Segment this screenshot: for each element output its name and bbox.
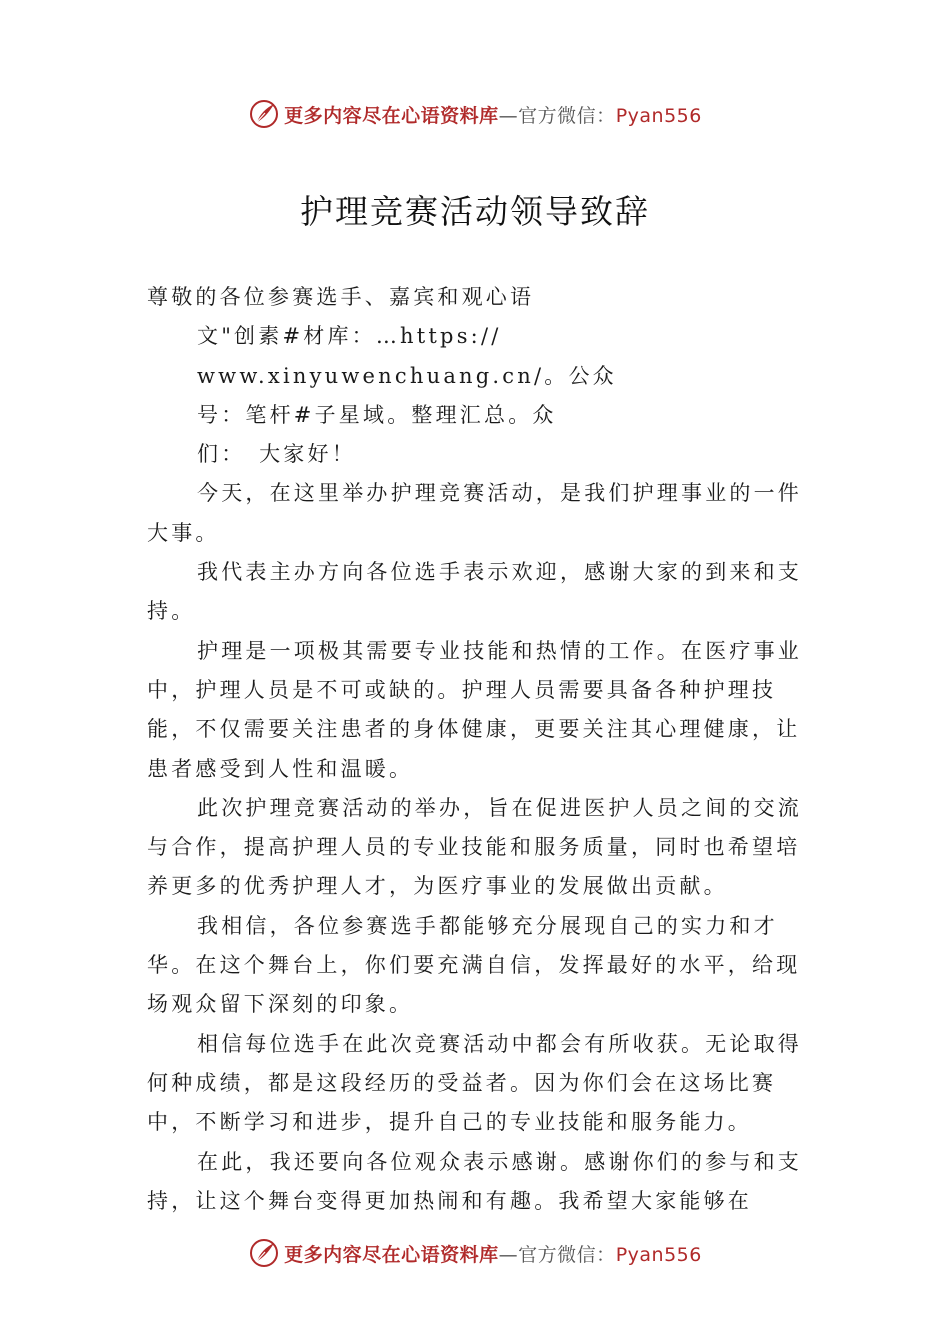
footer-banner — [0, 1233, 950, 1273]
watermark-block — [147, 317, 822, 474]
watermark-line: 文"创素#材库：…https:// — [197, 324, 502, 349]
banner-prefix: 更多内容尽在心语资料库 — [284, 1243, 499, 1266]
banner-wechat-id: Pyan556 — [615, 1243, 702, 1266]
banner-prefix: 更多内容尽在心语资料库 — [284, 104, 499, 127]
banner-wechat-label: 官方微信： — [518, 1243, 616, 1266]
paragraph: 相信每位选手在此次竞赛活动中都会有所收获。无论取得何种成绩，都是这段经历的受益者。因为你们会在这场比赛中，不断学习和进步，提升自己的专业技能和服务能力。 — [147, 1031, 802, 1135]
feather-pen-logo-icon — [248, 1237, 280, 1269]
banner-dash: — — [498, 104, 519, 127]
watermark-line: www.xinyuwenchuang.cn/。公众 — [197, 363, 617, 388]
header-banner — [0, 94, 950, 134]
banner-wechat-label: 官方微信： — [518, 104, 616, 127]
paragraph: 护理是一项极其需要专业技能和热情的工作。在医疗事业中，护理人员是不可或缺的。护理人员需要具备各种护理技能，不仅需要关注患者的身体健康，更要关注其心理健康，让患者感受到人性和温暖。 — [147, 638, 802, 781]
paragraph: 我相信，各位参赛选手都能够充分展现自己的实力和才华。在这个舞台上，你们要充满自信，发挥最好的水平，给现场观众留下深刻的印象。 — [147, 913, 801, 1017]
feather-pen-logo-icon — [248, 98, 280, 130]
document-body — [147, 278, 822, 1221]
paragraph: 此次护理竞赛活动的举办，旨在促进医护人员之间的交流与合作，提高护理人员的专业技能和服务质量，同时也希望培养更多的优秀护理人才，为医疗事业的发展做出贡献。 — [147, 795, 802, 899]
paragraph: 在此，我还要向各位观众表示感谢。感谢你们的参与和支持，让这个舞台变得更加热闹和有趣。我希望大家能够在 — [147, 1149, 802, 1213]
banner-text — [284, 1240, 702, 1267]
banner-text — [284, 101, 702, 128]
paragraph: 我代表主办方向各位选手表示欢迎，感谢大家的到来和支持。 — [147, 560, 802, 624]
salutation: 尊敬的各位参赛选手、嘉宾和观心语 — [147, 285, 535, 309]
watermark-line: 们： 大家好！ — [197, 442, 356, 467]
page-title: 护理竞赛活动领导致辞 — [300, 192, 650, 231]
banner-wechat-id: Pyan556 — [615, 104, 702, 127]
paragraph: 今天，在这里举办护理竞赛活动，是我们护理事业的一件大事。 — [147, 481, 802, 545]
watermark-line: 号：笔杆#子星域。整理汇总。众 — [197, 402, 557, 427]
banner-dash: — — [498, 1243, 519, 1266]
